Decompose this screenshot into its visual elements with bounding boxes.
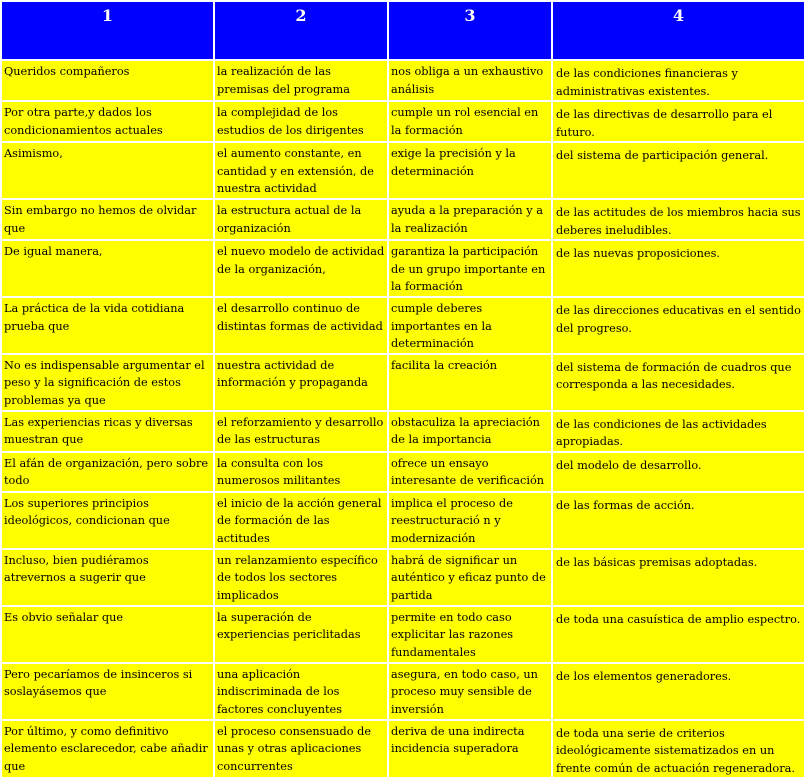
column-header-4: 4 xyxy=(553,2,804,59)
table-row xyxy=(2,550,804,605)
table-cell-col-2: un relanzamiento específico de todos los sectores implicados xyxy=(215,550,387,605)
table-cell-col-4 xyxy=(553,102,804,141)
table-body xyxy=(2,61,804,777)
cell-text: del modelo de desarrollo. xyxy=(556,458,702,472)
table-cell-col-4 xyxy=(553,412,804,451)
table-row xyxy=(2,298,804,353)
table-cell-col-3: obstaculiza la apreciación de la importancia xyxy=(389,412,551,451)
cell-text: de los elementos generadores. xyxy=(556,669,732,683)
cell-text: de las básicas premisas adoptadas. xyxy=(556,555,758,569)
cell-text: de toda una casuística de amplio espectro. xyxy=(556,612,801,626)
cell-text: del sistema de participación general. xyxy=(556,149,769,162)
table-cell-col-1: Las experiencias ricas y diversas muestran que xyxy=(2,412,213,451)
table-cell-col-2: la estructura actual de la organización xyxy=(215,200,387,239)
table-cell-col-3: deriva de una indirecta incidencia superadora xyxy=(389,721,551,778)
table-cell-col-2: el nuevo modelo de actividad de la organización, xyxy=(215,241,387,296)
table-cell-col-1: Queridos compañeros xyxy=(2,61,213,100)
table-row xyxy=(2,493,804,548)
cell-text: de las actitudes de los miembros hacia sus deberes ineludibles. xyxy=(556,206,801,237)
table-cell-col-3: asegura, en todo caso, un proceso muy sensible de inversión xyxy=(389,664,551,719)
table-cell-col-2: la superación de experiencias periclitadas xyxy=(215,607,387,662)
table-cell-col-3: garantiza la participación de un grupo importante en la formación xyxy=(389,241,551,296)
header-row xyxy=(2,2,804,59)
table-cell-col-4 xyxy=(553,298,804,353)
table-cell-col-4 xyxy=(553,721,804,778)
table-cell-col-3: ayuda a la preparación y a la realización xyxy=(389,200,551,239)
column-header-3: 3 xyxy=(389,2,551,59)
table-cell-col-3: implica el proceso de reestructuració n y modernización xyxy=(389,493,551,548)
table-cell-col-3: facilita la creación xyxy=(389,355,551,410)
table-row xyxy=(2,607,804,662)
column-header-1: 1 xyxy=(2,2,213,59)
table-row xyxy=(2,453,804,491)
table-row xyxy=(2,143,804,198)
cell-text: de las direcciones educativas en el sentido del progreso. xyxy=(556,304,801,335)
table-cell-col-3: permite en todo caso explicitar las razones fundamentales xyxy=(389,607,551,662)
table-cell-col-4 xyxy=(553,607,804,662)
cell-text: de las condiciones de las actividades apropiadas. xyxy=(556,417,767,448)
table-row xyxy=(2,412,804,451)
cell-text: de las nuevas proposiciones. xyxy=(556,247,720,260)
table-row xyxy=(2,721,804,778)
table-cell-col-4 xyxy=(553,664,804,719)
table-cell-col-1: No es indispensable argumentar el peso y la significación de estos problemas ya que xyxy=(2,355,213,410)
table-cell-col-1: Por otra parte,y dados los condicionamientos actuales xyxy=(2,102,213,141)
table-row xyxy=(2,61,804,100)
table-cell-col-2: la realización de las premisas del programa xyxy=(215,61,387,100)
table-cell-col-2: el inicio de la acción general de formación de las actitudes xyxy=(215,493,387,548)
table-row xyxy=(2,200,804,239)
table-cell-col-1: Asimismo, xyxy=(2,143,213,198)
table-cell-col-2: el reforzamiento y desarrollo de las estructuras xyxy=(215,412,387,451)
table-cell-col-1: Por último, y como definitivo elemento esclarecedor, cabe añadir que xyxy=(2,721,213,778)
table-cell-col-4 xyxy=(553,61,804,100)
table-cell-col-1: De igual manera, xyxy=(2,241,213,296)
table-row xyxy=(2,355,804,410)
cell-text: de toda una serie de criterios ideológicamente sistematizados en un frente común de actuación regeneradora. xyxy=(556,726,795,775)
table-cell-col-3: cumple deberes importantes en la determinación xyxy=(389,298,551,353)
table-cell-col-3: habrá de significar un auténtico y eficaz punto de partida xyxy=(389,550,551,605)
table-cell-col-4 xyxy=(553,355,804,410)
table-cell-col-4 xyxy=(553,143,804,198)
table-cell-col-2: una aplicación indiscriminada de los factores concluyentes xyxy=(215,664,387,719)
cell-text: del sistema de formación de cuadros que corresponda a las necesidades. xyxy=(556,360,792,391)
table-cell-col-4 xyxy=(553,241,804,296)
table-cell-col-2: la consulta con los numerosos militantes xyxy=(215,453,387,491)
table-cell-col-4 xyxy=(553,550,804,605)
table-cell-col-4 xyxy=(553,200,804,239)
table-row xyxy=(2,102,804,141)
table-cell-col-1: La práctica de la vida cotidiana prueba que xyxy=(2,298,213,353)
table-cell-col-3: cumple un rol esencial en la formación xyxy=(389,102,551,141)
table-cell-col-1: Incluso, bien pudiéramos atrevernos a sugerir que xyxy=(2,550,213,605)
table-cell-col-2: la complejidad de los estudios de los dirigentes xyxy=(215,102,387,141)
table-row xyxy=(2,241,804,296)
table-cell-col-2: nuestra actividad de información y propaganda xyxy=(215,355,387,410)
table-cell-col-4 xyxy=(553,453,804,491)
table-cell-col-1: Los superiores principios ideológicos, condicionan que xyxy=(2,493,213,548)
table-cell-col-2: el desarrollo continuo de distintas formas de actividad xyxy=(215,298,387,353)
table-cell-col-1: Es obvio señalar que xyxy=(2,607,213,662)
table-cell-col-3: ofrece un ensayo interesante de verificación xyxy=(389,453,551,491)
table-cell-col-1: Pero pecaríamos de insinceros si soslayásemos que xyxy=(2,664,213,719)
table-cell-col-4 xyxy=(553,493,804,548)
cell-text: de las condiciones financieras y administrativas existentes. xyxy=(556,67,738,98)
table-cell-col-1: El afán de organización, pero sobre todo xyxy=(2,453,213,491)
table-cell-col-1: Sin embargo no hemos de olvidar que xyxy=(2,200,213,239)
cell-text: de las directivas de desarrollo para el futuro. xyxy=(556,108,773,139)
cell-text: de las formas de acción. xyxy=(556,498,695,512)
table-row xyxy=(2,664,804,719)
column-header-2: 2 xyxy=(215,2,387,59)
table-cell-col-3: exige la precisión y la determinación xyxy=(389,143,551,198)
table-cell-col-2: el aumento constante, en cantidad y en extensión, de nuestra actividad xyxy=(215,143,387,198)
table-cell-col-3: nos obliga a un exhaustivo análisis xyxy=(389,61,551,100)
table-cell-col-2: el proceso consensuado de unas y otras aplicaciones concurrentes xyxy=(215,721,387,778)
